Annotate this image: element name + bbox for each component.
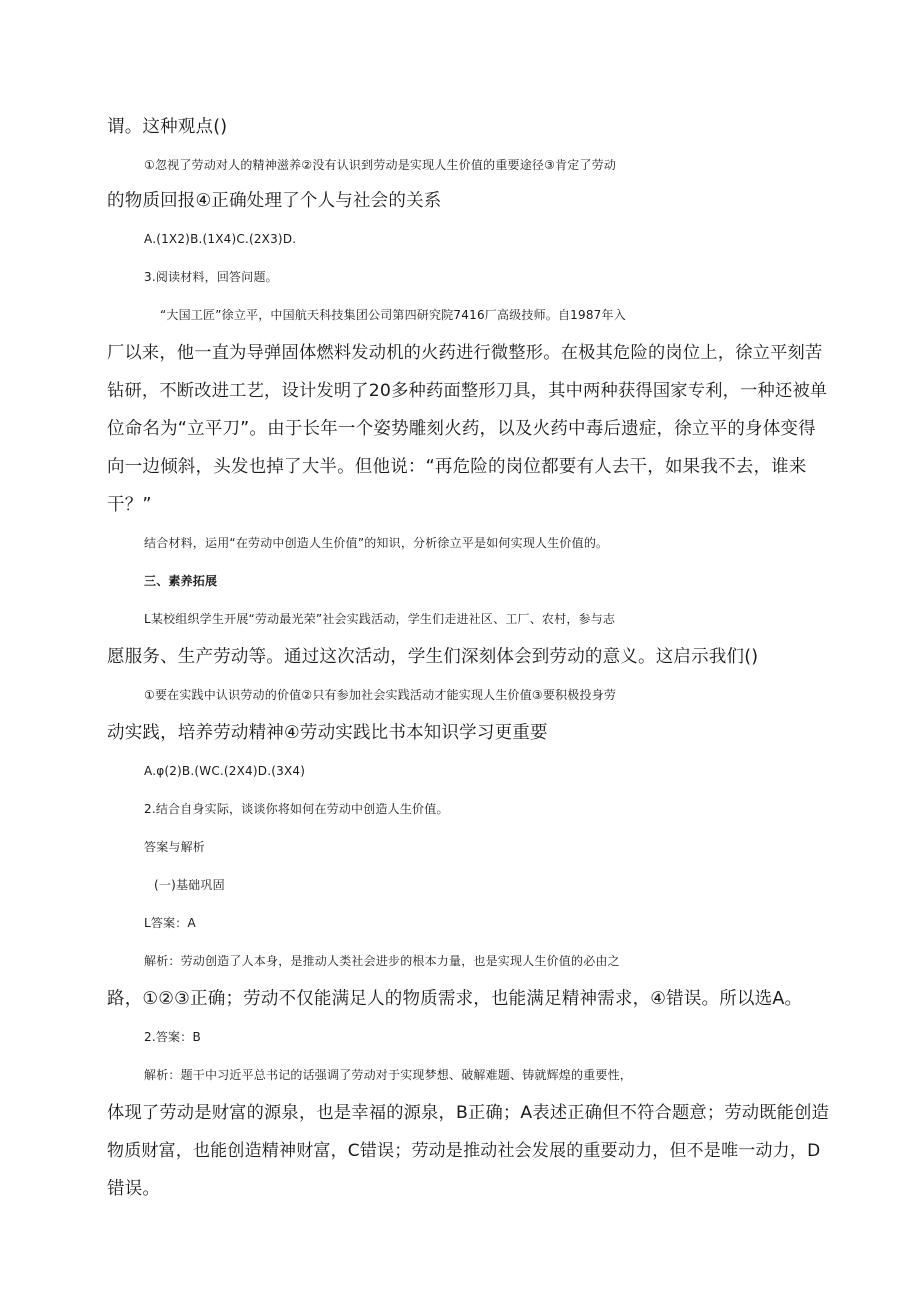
answer-1: L答案：A	[144, 916, 196, 930]
question-options-text: ①忽视了劳动对人的精神滋养②没有认识到劳动是实现人生价值的重要途径③肯定了劳动	[144, 158, 617, 172]
analysis-2-line: 解析：题干中习近平总书记的话强调了劳动对于实现梦想、破解难题、铸就辉煌的重要性，	[144, 1068, 633, 1082]
answers-heading: 答案与解析	[144, 840, 206, 854]
material-paragraph-line: 厂以来，他一直为导弹固体燃料发动机的火药进行微整形。在极其危险的岗位上，徐立平刻苦	[107, 343, 823, 363]
question-stem-end: 谓。这种观点()	[107, 117, 228, 137]
question-1-options-cont: 动实践，培养劳动精神④劳动实践比书本知识学习更重要	[107, 723, 548, 743]
question-1-choices: A.φ(2)B.(WC.(2X4)D.(3X4)	[144, 764, 306, 778]
analysis-1-line: 解析：劳动创造了人本身，是推动人类社会进步的根本力量，也是实现人生价值的必由之	[144, 954, 620, 968]
analysis-2-line: 错误。	[107, 1179, 161, 1199]
material-paragraph-line: 位命名为“立平刀”。由于长年一个姿势雕刻火药，以及火药中毒后遗症，徐立平的身体变得	[107, 419, 816, 439]
question-3-heading: 3.阅读材料，回答问题。	[144, 270, 278, 284]
question-1-text-cont: 愿服务、生产劳动等。通过这次活动，学生们深刻体会到劳动的意义。这启示我们()	[107, 647, 759, 667]
question-3-prompt: 结合材料，运用“在劳动中创造人生价值”的知识，分析徐立平是如何实现人生价值的。	[144, 536, 609, 550]
material-paragraph-line: “大国工匠”徐立平，中国航天科技集团公司第四研究院7416厂高级技师。自1987年入	[160, 308, 626, 322]
question-2-text: 2.结合自身实际，谈谈你将如何在劳动中创造人生价值。	[144, 802, 449, 816]
material-paragraph-line: 钻研，不断改进工艺，设计发明了20多种药面整形刀具，其中两种获得国家专利，一种还被单	[107, 381, 828, 401]
question-1-text: L某校组织学生开展“劳动最光荣”社会实践活动，学生们走进社区、工厂、农村，参与志	[144, 612, 616, 626]
analysis-2-line: 物质财富，也能创造精神财富，C错误；劳动是推动社会发展的重要动力，但不是唯一动力，D	[107, 1141, 821, 1161]
question-options-text-cont: 的物质回报④正确处理了个人与社会的关系	[107, 191, 442, 211]
section-heading: 三、素养拓展	[144, 574, 218, 588]
analysis-1-line: 路，①②③正确；劳动不仅能满足人的物质需求，也能满足精神需求，④错误。所以选A。	[107, 989, 803, 1009]
answer-choices: A.(1X2)B.(1X4)C.(2X3)D.	[144, 232, 297, 246]
answer-2: 2.答案：B	[144, 1030, 201, 1044]
material-paragraph-line: 向一边倾斜，头发也掉了大半。但他说：“再危险的岗位都要有人去干，如果我不去，谁来	[107, 457, 807, 477]
subsection-heading: (一)基础巩固	[154, 878, 225, 892]
material-paragraph-line: 干？”	[107, 495, 152, 515]
analysis-2-line: 体现了劳动是财富的源泉，也是幸福的源泉，B正确；A表述正确但不符合题意；劳动既能创造	[107, 1103, 830, 1123]
question-1-options: ①要在实践中认识劳动的价值②只有参加社会实践活动才能实现人生价值③要积极投身劳	[144, 688, 617, 702]
